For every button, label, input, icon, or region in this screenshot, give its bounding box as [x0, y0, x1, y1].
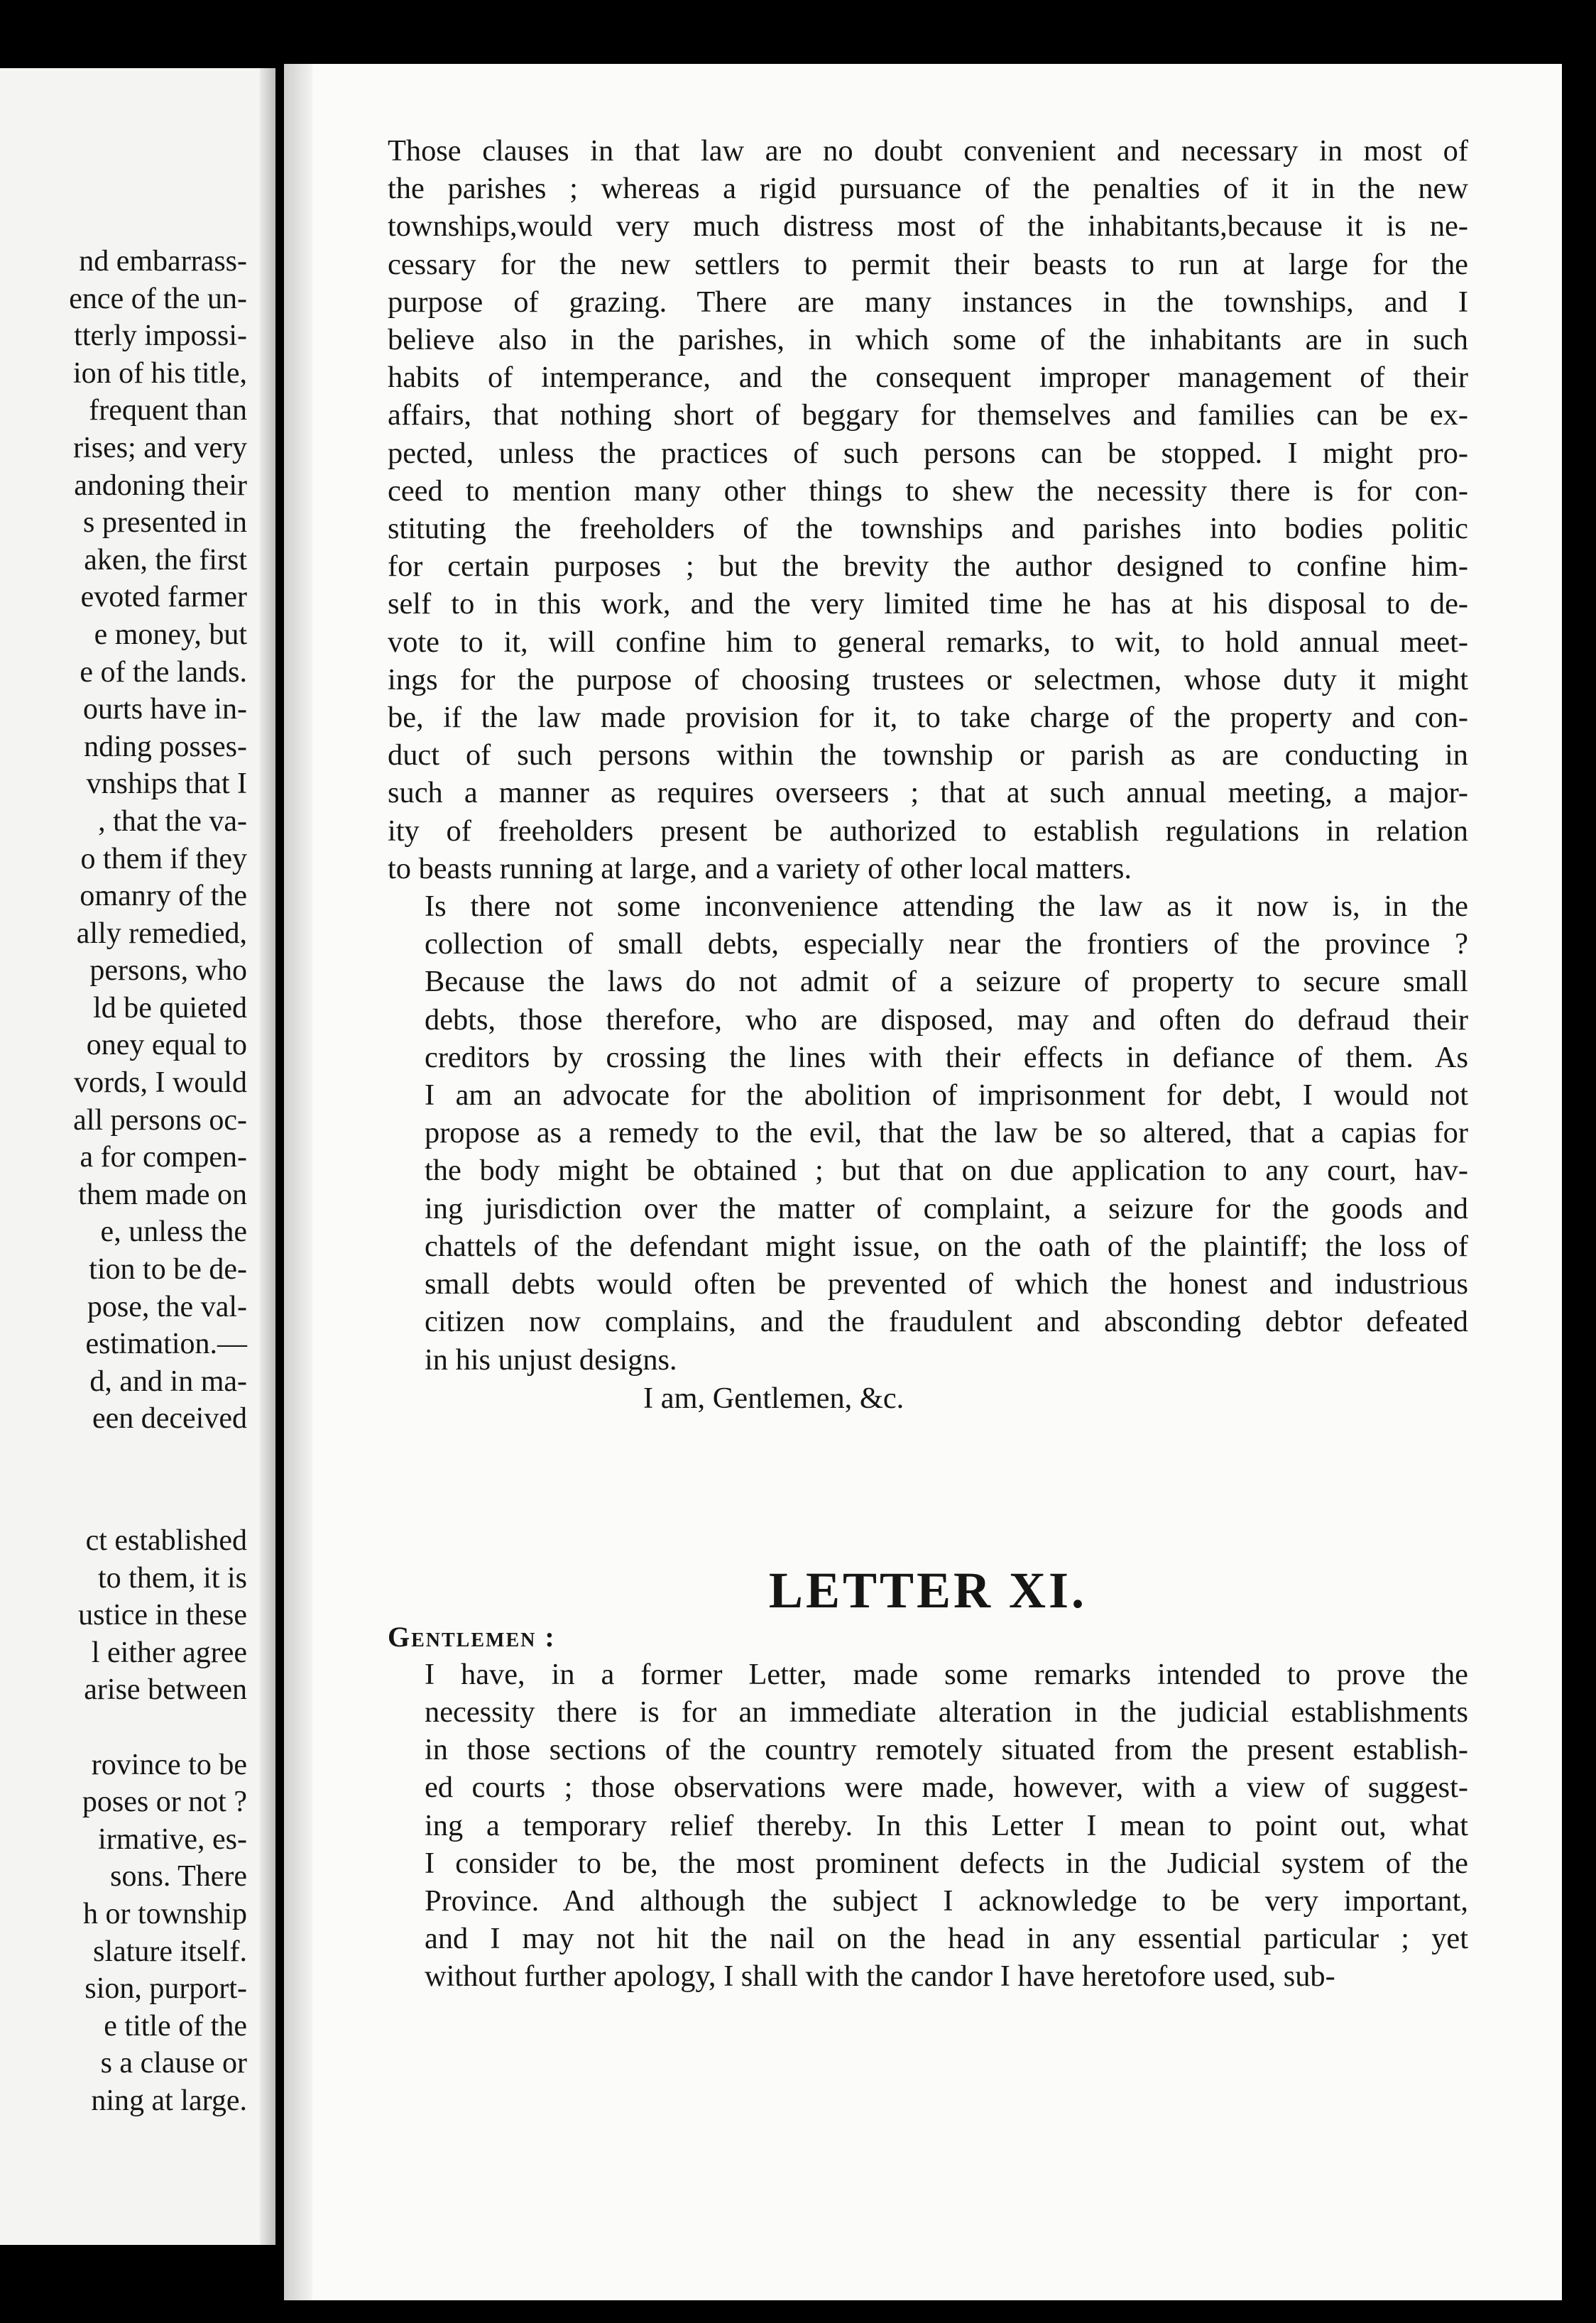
text-line: townships,would very much distress most of the inhabitants,because it is ne- [388, 209, 1468, 244]
upper-line: s presented in [83, 506, 247, 540]
text-line: self to in this work, and the very limited time he has at his disposal to de- [388, 587, 1468, 621]
text-line: without further apology, I shall with the candor I have heretofore used, sub- [425, 1959, 1335, 1994]
paragraph-1 [388, 132, 1468, 887]
closing-line: I am, Gentlemen, &c. [643, 1381, 904, 1415]
text-line: Province. And although the subject I acknowledge to be very important, [425, 1884, 1468, 1918]
text-line: habits of intemperance, and the consequent improper management of their [388, 361, 1468, 395]
text-line: such a manner as requires overseers ; that at such annual meeting, a major- [388, 776, 1468, 810]
lower-line: sion, purport- [84, 1972, 247, 2006]
upper-line: pose, the val- [87, 1290, 247, 1323]
text-line: ing a temporary relief thereby. In this Letter I mean to point out, what [425, 1808, 1468, 1842]
upper-line: e money, but [94, 618, 247, 651]
text-line: propose as a remedy to the evil, that the law be so altered, that a capias for [425, 1116, 1468, 1150]
lower-line: l either agree [91, 1636, 247, 1669]
text-line: to beasts running at large, and a variety of other local matters. [388, 851, 1132, 885]
upper-line: omanry of the [80, 880, 247, 913]
left-page-upper-text [69, 243, 247, 1438]
text-line: duct of such persons within the township or parish as are conducting in [388, 738, 1468, 772]
upper-line: nd embarrass- [79, 245, 247, 278]
text-line: Because the laws do not admit of a seizure of property to secure small [425, 965, 1468, 999]
upper-line: estimation.— [85, 1328, 247, 1361]
lower-line: irmative, es- [98, 1822, 247, 1856]
text-line: collection of small debts, especially near the frontiers of the province ? [425, 927, 1468, 961]
text-line: debts, those therefore, who are disposed, may and often do defraud their [425, 1002, 1468, 1037]
text-line: ing jurisdiction over the matter of complaint, a seizure for the goods and [425, 1191, 1468, 1225]
upper-line: ally remedied, [76, 917, 247, 950]
text-line: vote to it, will confine him to general remarks, to wit, to hold annual meet- [388, 625, 1468, 659]
text-line: Those clauses in that law are no doubt convenient and necessary in most of [388, 134, 1468, 168]
lower-line: ning at large. [91, 2084, 247, 2117]
lower-line: s a clause or [100, 2047, 247, 2080]
upper-line: them made on [78, 1178, 247, 1211]
text-line: ed courts ; those observations were made, however, with a view of suggest- [425, 1771, 1468, 1805]
upper-line: all persons oc- [73, 1103, 247, 1137]
page-spine-shadow [284, 64, 312, 2300]
upper-line: a for compen- [80, 1141, 247, 1174]
text-line: Is there not some inconvenience attending the law as it now is, in the [425, 890, 1468, 924]
text-line: chattels of the defendant might issue, on the oath of the plaintiff; the loss of [425, 1229, 1468, 1263]
upper-line: nding posses- [84, 730, 247, 763]
left-page-lower-text [78, 1522, 247, 2120]
lower-line: ustice in these [78, 1599, 247, 1632]
text-line: ceed to mention many other things to shew the necessity there is for con- [388, 474, 1468, 508]
upper-line: d, and in ma- [89, 1365, 247, 1398]
lower-line: e title of the [104, 2009, 247, 2043]
text-line: I consider to be, the most prominent defects in the Judicial system of the [425, 1846, 1468, 1880]
upper-line: ence of the un- [69, 282, 247, 315]
text-line: necessity there is for an immediate alteration in the judicial establishments [425, 1695, 1468, 1729]
upper-line: , that the va- [98, 804, 247, 838]
page-fold-shadow [260, 68, 275, 2245]
upper-line: aken, the first [84, 543, 247, 576]
text-line: I have, in a former Letter, made some remarks intended to prove the [425, 1657, 1468, 1691]
upper-line: o them if they [80, 842, 247, 875]
upper-line: ourts have in- [83, 693, 247, 726]
upper-line: evoted farmer [80, 581, 247, 614]
lower-line: rovince to be [91, 1748, 247, 1781]
text-line: creditors by crossing the lines with their effects in defiance of them. As [425, 1040, 1468, 1074]
text-line: citizen now complains, and the fraudulent and absconding debtor defeated [425, 1305, 1468, 1339]
text-line: believe also in the parishes, in which some of the inhabitants are in such [388, 323, 1468, 357]
text-line: ity of freeholders present be authorized to establish regulations in relation [388, 814, 1468, 848]
upper-line: andoning their [74, 469, 247, 502]
lower-line: ct established [85, 1524, 247, 1557]
lower-line: h or township [83, 1897, 247, 1930]
upper-line: persons, who [89, 954, 247, 988]
upper-line: ld be quieted [93, 991, 247, 1024]
text-line: purpose of grazing. There are many instances in the townships, and I [388, 285, 1468, 319]
lower-line: arise between [84, 1673, 247, 1707]
upper-line: e, unless the [100, 1215, 247, 1249]
text-line: in his unjust designs. [425, 1343, 677, 1377]
left-facing-page [0, 68, 275, 2245]
paragraph-2 [388, 887, 1468, 1379]
lower-line [78, 1709, 247, 1747]
right-page [284, 64, 1562, 2300]
text-line: for certain purposes ; but the brevity the author designed to confine him- [388, 550, 1468, 584]
upper-line: frequent than [89, 394, 247, 427]
salutation: Gentlemen : [388, 1620, 556, 1653]
text-line: pected, unless the practices of such persons can be stopped. I might pro- [388, 436, 1468, 470]
text-line: cessary for the new settlers to permit their beasts to run at large for the [388, 247, 1468, 281]
text-line: affairs, that nothing short of beggary for themselves and families can be ex- [388, 398, 1468, 432]
paragraph-3 [388, 1656, 1468, 1996]
text-line: I am an advocate for the abolition of imprisonment for debt, I would not [425, 1078, 1468, 1113]
letter-heading: LETTER XI. [768, 1561, 1088, 1619]
text-line: ings for the purpose of choosing trustees or selectmen, whose duty it might [388, 662, 1468, 696]
upper-line: oney equal to [86, 1029, 247, 1062]
upper-line: een deceived [92, 1402, 247, 1436]
upper-line: tion to be de- [89, 1253, 247, 1286]
lower-line: poses or not ? [82, 1786, 247, 1819]
upper-line: ion of his title, [73, 356, 247, 390]
lower-line: to them, it is [98, 1561, 247, 1595]
upper-line: tterly impossi- [74, 319, 247, 353]
text-line: the body might be obtained ; but that on due application to any court, hav- [425, 1154, 1468, 1188]
page-body [388, 132, 1468, 1996]
upper-line: vords, I would [74, 1066, 247, 1100]
upper-line: vnships that I [86, 767, 247, 801]
text-line: stituting the freeholders of the townships and parishes into bodies politic [388, 512, 1468, 546]
lower-line: slature itself. [93, 1935, 247, 1968]
text-line: in those sections of the country remotely situated from the present establish- [425, 1733, 1468, 1767]
text-line: and I may not hit the nail on the head in any essential particular ; yet [425, 1922, 1468, 1956]
upper-line: rises; and very [73, 431, 247, 464]
upper-line: e of the lands. [80, 655, 247, 689]
text-line: small debts would often be prevented of which the honest and industrious [425, 1267, 1468, 1301]
text-line: the parishes ; whereas a rigid pursuance of the penalties of it in the new [388, 172, 1468, 206]
text-line: be, if the law made provision for it, to take charge of the property and con- [388, 701, 1468, 735]
lower-line: sons. There [110, 1860, 247, 1893]
